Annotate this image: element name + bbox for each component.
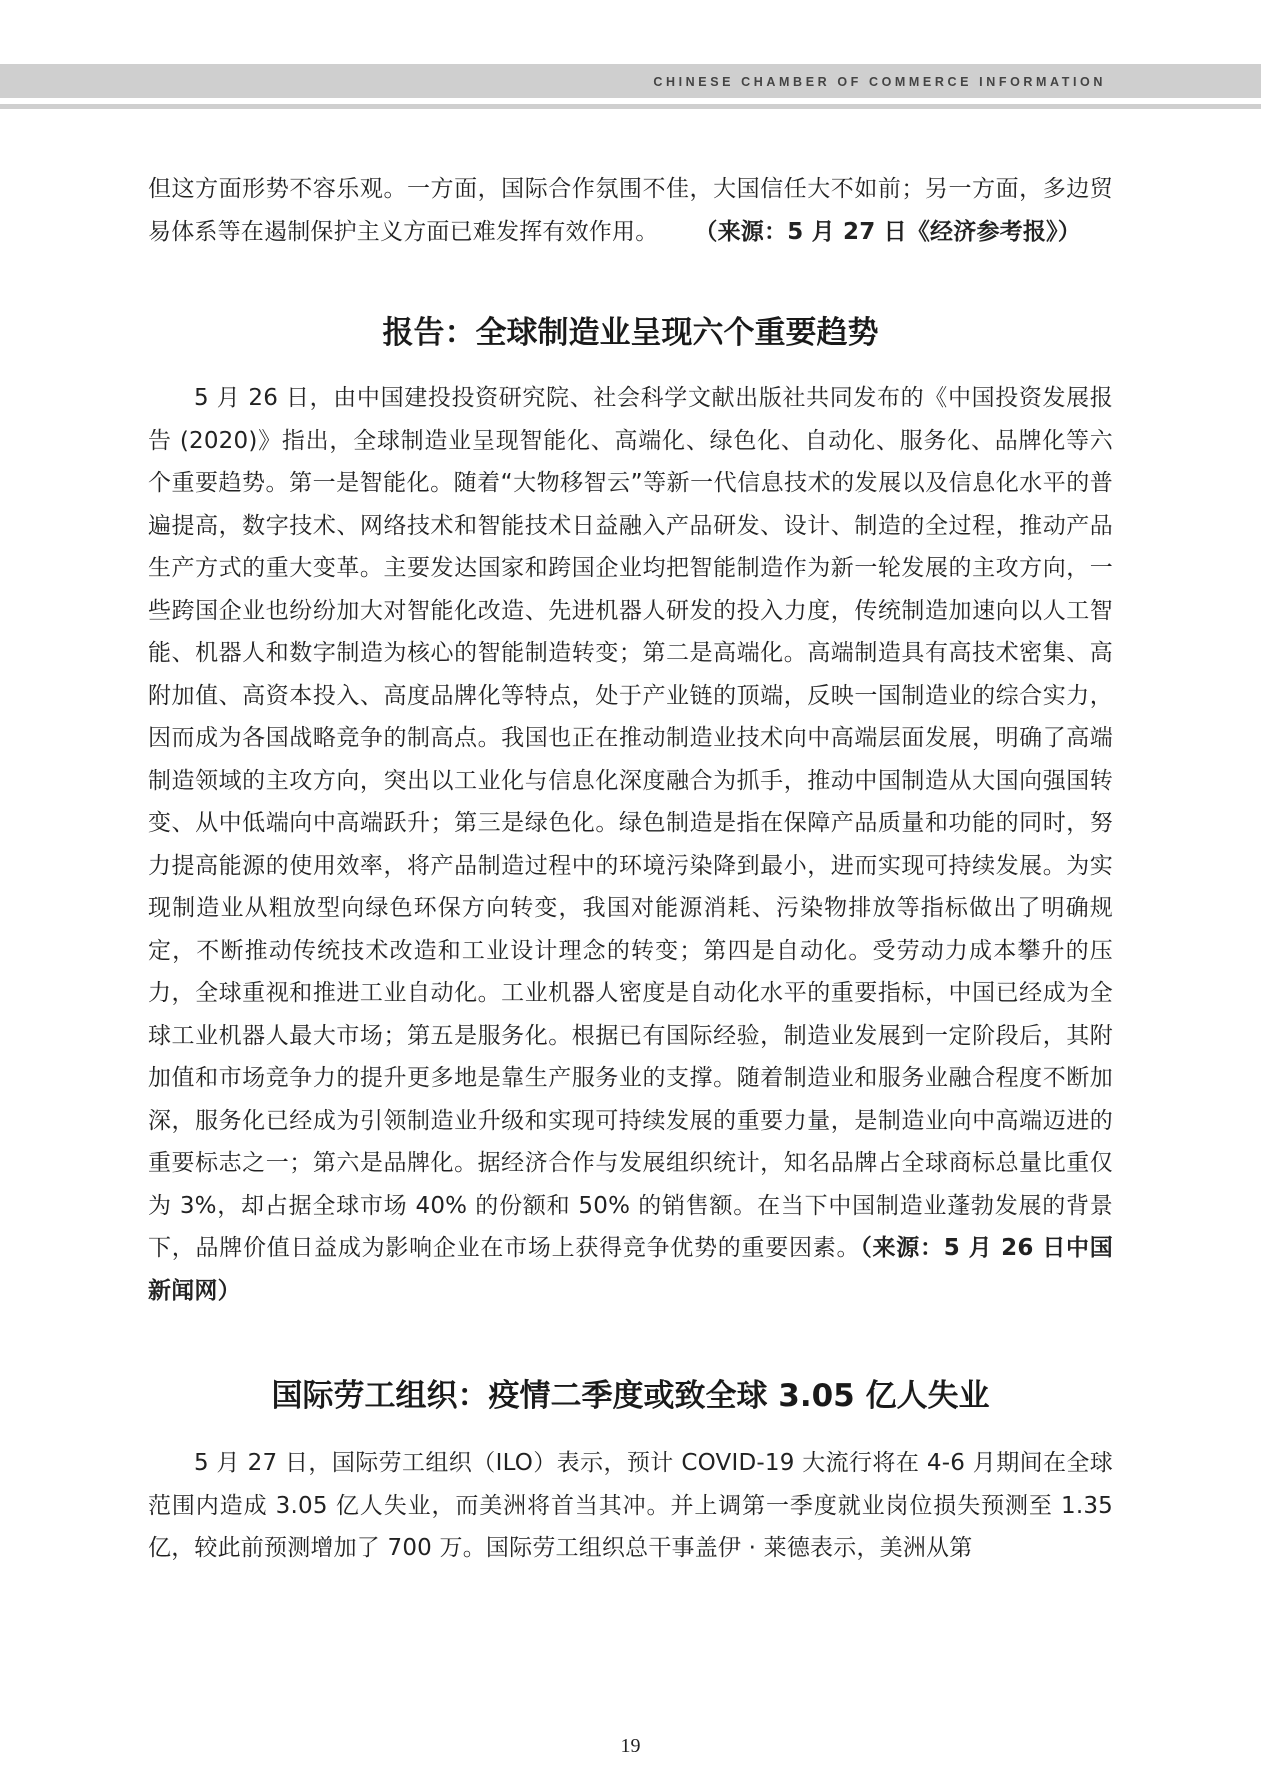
page-content [148, 168, 1113, 1570]
source-citation: （来源：5 月 27 日《经济参考报》） [694, 218, 1081, 245]
header-rule [0, 104, 1261, 109]
article-title: 报告：全球制造业呈现六个重要趋势 [382, 315, 879, 351]
running-title: CHINESE CHAMBER OF COMMERCE INFORMATION [653, 75, 1106, 89]
article-title: 国际劳工组织：疫情二季度或致全球 3.05 亿人失业 [271, 1378, 990, 1414]
continued-paragraph-text: 但这方面形势不容乐观。一方面，国际合作氛围不佳，大国信任大不如前；另一方面，多边贸易体系等在遏制保护主义方面已难发挥有效作用。 [148, 176, 1113, 245]
article-body-text: 5 月 26 日，由中国建投投资研究院、社会科学文献出版社共同发布的《中国投资发展报告 (2020)》指出，全球制造业呈现智能化、高端化、绿色化、自动化、服务化、品牌化等六个重要趋势。第一是智能化。随着“大物移智云”等新一代信息技术的发展以及信息化水平的普遍提高，数字技术、网络技术和智能技术日益融入产品研发、设计、制造的全过程，推动产品生产方式的重大变革。主要发达国家和跨国企业均把智能制造作为新一轮发展的主攻方向，一些跨国企业也纷纷加大对智能化改造、先进机器人研发的投入力度，传统制造加速向以人工智能、机器人和数字制造为核心的智能制造转变；第二是高端化。高端制造具有高技术密集、高附加值、高资本投入、高度品牌化等特点，处于产业链的顶端，反映一国制造业的综合实力，因而成为各国战略竞争的制高点。我国也正在推动制造业技术向中高端层面发展，明确了高端制造领域的主攻方向，突出以工业化与信息化深度融合为抓手，推动中国制造从大国向强国转变、从中低端向中高端跃升；第三是绿色化。绿色制造是指在保障产品质量和功能的同时，努力提高能源的使用效率，将产品制造过程中的环境污染降到最小，进而实现可持续发展。为实现制造业从粗放型向绿色环保方向转变，我国对能源消耗、污染物排放等指标做出了明确规定，不断推动传统技术改造和工业设计理念的转变；第四是自动化。受劳动力成本攀升的压力，全球重视和推进工业自动化。工业机器人密度是自动化水平的重要指标，中国已经成为全球工业机器人最大市场；第五是服务化。根据已有国际经验，制造业发展到一定阶段后，其附加值和市场竞争力的提升更多地是靠生产服务业的支撑。随着制造业和服务业融合程度不断加深，服务化已经成为引领制造业升级和实现可持续发展的重要力量，是制造业向中高端迈进的重要标志之一；第六是品牌化。据经济合作与发展组织统计，知名品牌占全球商标总量比重仅为 3%，却占据全球市场 40% 的份额和 50% 的销售额。在当下中国制造业蓬勃发展的背景下，品牌价值日益成为影响企业在市场上获得竞争优势的重要因素。 [148, 385, 1113, 1261]
article-body-text: 5 月 27 日，国际劳工组织（ILO）表示，预计 COVID-19 大流行将在 4-6 月期间在全球范围内造成 3.05 亿人失业，而美洲将首当其冲。并上调第一季度就业岗位损失预测至 1.35 亿，较此前预测增加了 700 万。国际劳工组织总干事盖伊 · 莱德表示，美洲从第 [148, 1450, 1113, 1561]
continued-paragraph [148, 168, 1113, 253]
article-body [148, 377, 1113, 1312]
page-number: 19 [620, 1735, 641, 1757]
source-citation: （来源：5 月 26 日中国新闻网） [148, 1235, 1113, 1304]
article-body [148, 1442, 1113, 1570]
